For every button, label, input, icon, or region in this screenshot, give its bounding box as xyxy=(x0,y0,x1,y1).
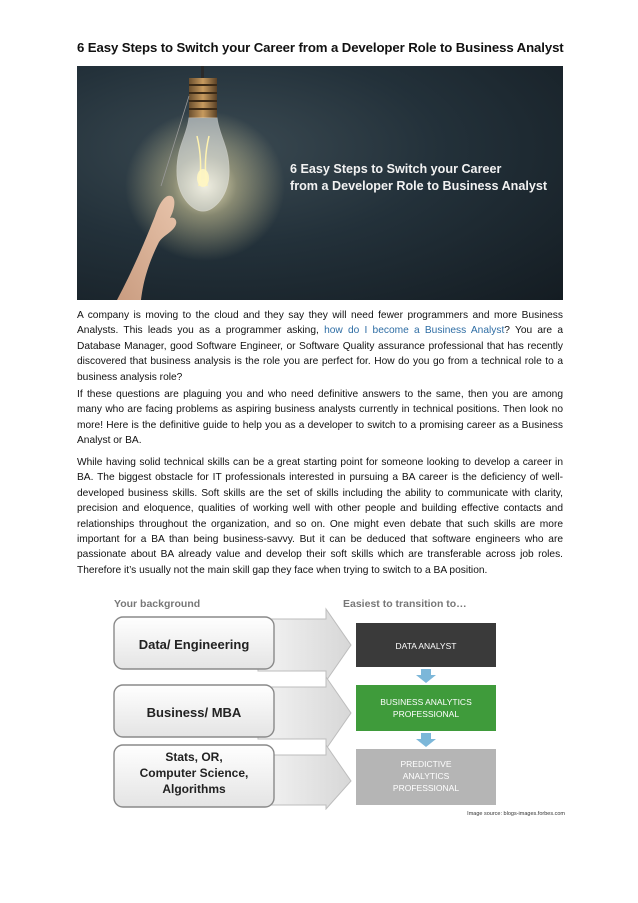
down-arrow-icon xyxy=(416,733,436,747)
target-predictive-line-3: PROFESSIONAL xyxy=(392,783,460,793)
image-source-caption: Image source: blogs-images.forbes.com xyxy=(467,811,565,817)
target-business-analytics xyxy=(356,685,496,731)
your-background-header: Your background xyxy=(114,598,201,610)
hero-image xyxy=(77,66,563,300)
background-stats-line-1: Stats, OR, xyxy=(165,750,223,764)
page-title: 6 Easy Steps to Switch your Career from a Developer Role to Business Analyst xyxy=(77,40,564,55)
target-predictive-line-2: ANALYTICS xyxy=(402,771,450,781)
transition-header: Easiest to transition to… xyxy=(343,598,467,610)
hero-caption xyxy=(290,161,560,195)
hero-caption-line-2: from a Developer Role to Business Analyst xyxy=(290,179,548,193)
target-business-analytics-line-1: BUSINESS ANALYTICS xyxy=(380,697,472,707)
background-business-label: Business/ MBA xyxy=(146,705,242,720)
background-stats-line-2: Computer Science, xyxy=(139,766,249,780)
background-stats-line-3: Algorithms xyxy=(162,782,226,796)
down-arrow-icon xyxy=(416,669,436,683)
paragraph-intro-start: A company is moving to the cloud and they say they will need fewer programmers and more Business Analysts. This leads you as a programmer asking, xyxy=(77,310,563,337)
target-business-analytics-line-2: PROFESSIONAL xyxy=(392,709,460,719)
paragraph-skills: While having solid technical skills can be a great starting point for someone looking to develop a career in BA. The biggest obstacle for IT professionals interested in pursuing a BA career is the deficiency of well-developed business skills. Soft skills are the set of skills including the ability to communicate with clarity, precision and eloquence, qualities of working well with other people and building effective contacts and relationships throughout the organization, and so on. One might even debate that such skills are more important for a BA than being business-savvy. But it can be deduced that software engineers who are passionate about BA already value and develop their soft skills which are transferable across job roles. Therefore it’s usually not the main skill gap they face when trying to switch to a BA position. xyxy=(77,457,563,576)
paragraph-intro-end: ? You are a Database Manager, good Software Engineer, or Software Quality assurance professional that has recently discovered that business analysis is the role you are perfect for. How do you go from a technical role to a business analysis role? xyxy=(77,325,563,383)
hero-caption-line-1: 6 Easy Steps to Switch your Career xyxy=(290,162,502,176)
background-data-label: Data/ Engineering xyxy=(138,637,250,652)
paragraph-intro xyxy=(77,308,563,385)
target-predictive-line-1: PREDICTIVE xyxy=(400,759,452,769)
career-transition-diagram xyxy=(108,595,508,810)
target-data-analyst-label: DATA ANALYST xyxy=(395,641,457,651)
paragraph-guide: If these questions are plaguing you and who need definitive answers to the same, then you are among many who are facing problems as aspiring business analysts currently in technical positions. Then look no more! Here is the definitive guide to help you as a developer to switch to a promising career as a Business Analyst or BA. xyxy=(77,389,563,447)
become-business-analyst-link[interactable]: how do I become a Business Analyst xyxy=(324,325,505,337)
